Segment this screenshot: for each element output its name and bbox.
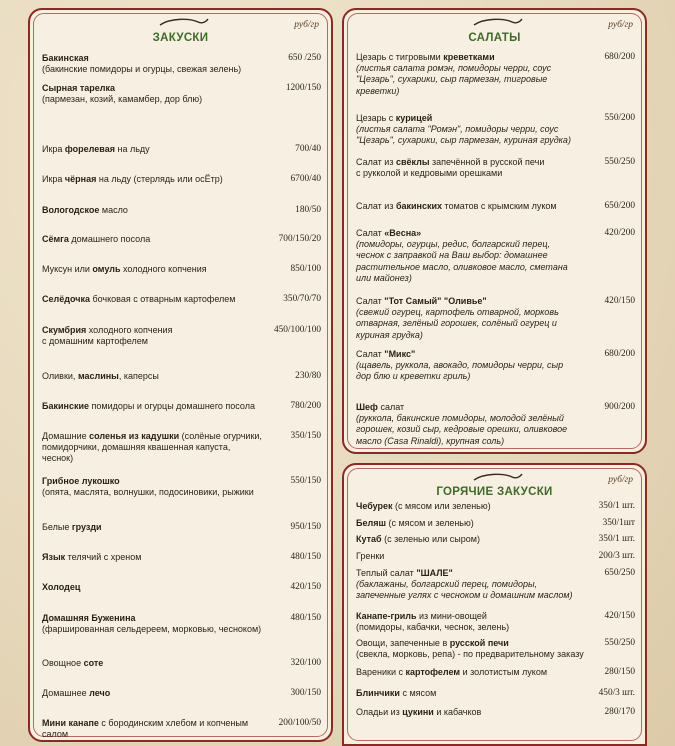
item-name (42, 688, 321, 699)
menu-item (356, 296, 635, 341)
item-name-part: Цезарь с тигровыми (356, 52, 444, 62)
menu-item (42, 431, 321, 465)
item-description: (фаршированная сельдереем, морковью, чесноком) (42, 624, 262, 635)
item-price: 350/1 шт. (598, 501, 635, 511)
item-description: (листья салата "Ромэн", помидоры черри, соус "Цезарь", сухарики, сыр пармезан, куриная грудка) (356, 124, 571, 146)
item-name-part: холодного копчения (120, 264, 207, 274)
menu-item (42, 53, 321, 75)
item-name (356, 667, 635, 678)
item-name-part: (солёные огурчики, (179, 431, 262, 441)
item-description: с рукколой и кедровыми орешками (356, 168, 503, 179)
item-name (42, 144, 321, 155)
item-name-part: маслины (77, 371, 119, 381)
menu-item (42, 205, 321, 216)
item-name-part: соте (83, 658, 104, 668)
item-description: (помидоры, кабачки, чеснок, зелень) (356, 622, 510, 633)
item-name-part: (с мясом и зеленью) (385, 518, 474, 528)
item-name-part: Домашние (42, 431, 90, 441)
item-name-part: бакинских (395, 201, 443, 211)
item-name-part: чёрная (64, 174, 97, 184)
menu-item (356, 568, 635, 602)
item-name-part: Салат из (356, 201, 396, 211)
item-name (356, 402, 635, 413)
item-price: 280/170 (604, 707, 635, 717)
item-name (356, 638, 635, 649)
item-description: (свекла, морковь, репа) - по предварительному заказу (356, 649, 584, 660)
item-name-part: Мини канапе (42, 718, 99, 728)
menu-item (356, 667, 635, 678)
item-name-part: Теплый салат (356, 568, 417, 578)
menu-item (356, 688, 635, 699)
menu-item (42, 582, 321, 593)
unit-label: руб/гр (608, 475, 633, 485)
item-name-part: "Микс" (384, 349, 416, 359)
menu-item (42, 234, 321, 245)
item-price: 650/250 (604, 568, 635, 578)
item-name-part: Икра (42, 144, 65, 154)
swirl-ornament-icon (344, 16, 649, 30)
item-description: (опята, маслята, волнушки, подосиновики, рыжики (42, 487, 254, 498)
item-price: 300/150 (290, 688, 321, 698)
menu-item (356, 402, 635, 447)
item-price: 230/80 (295, 371, 321, 381)
item-price: 700/40 (295, 144, 321, 154)
item-name-part: бочковая с отварным картофелем (89, 294, 236, 304)
item-name (356, 707, 635, 718)
item-price: 480/150 (290, 613, 321, 623)
section-title-goryachie: ГОРЯЧИЕ ЗАКУСКИ (436, 486, 553, 498)
item-name (356, 534, 635, 545)
item-name-part: Канапе-гриль (356, 611, 417, 621)
item-name-part: Грибное лукошко (42, 476, 120, 486)
item-name-part: томатов с крымским луком (442, 201, 557, 211)
item-price: 320/100 (290, 658, 321, 668)
item-name (356, 349, 635, 360)
item-name-part: соленья из кадушки (89, 431, 180, 441)
item-name-part: Салат из (356, 157, 396, 167)
item-name (356, 611, 635, 622)
item-name-part: Овощи, запеченные в (356, 638, 450, 648)
item-name-part: с мясом (399, 688, 437, 698)
item-price: 420/150 (604, 296, 635, 306)
item-price: 550/250 (604, 638, 635, 648)
item-name-part: , каперсы (118, 371, 159, 381)
menu-item (356, 157, 635, 179)
item-name (42, 174, 321, 185)
item-price: 550/150 (290, 476, 321, 486)
item-name-part: и золотистым луком (460, 667, 548, 677)
item-name (42, 431, 321, 442)
menu-item (356, 52, 635, 97)
item-name-part: Домашнее (42, 688, 90, 698)
item-name (356, 52, 635, 63)
item-description: помидорчики, домашняя квашенная капуста, чеснок) (42, 442, 231, 464)
item-price: 200/3 шт. (598, 551, 635, 561)
item-name-part: Шеф (356, 402, 378, 412)
salaty-panel (342, 8, 647, 454)
menu-item (42, 325, 321, 347)
item-name (356, 518, 635, 529)
item-price: 480/150 (290, 552, 321, 562)
menu-item (356, 228, 635, 284)
menu-item (42, 718, 321, 740)
item-name-part: запечённой в русской печи (429, 157, 545, 167)
item-name-part: "Тот Самый" "Оливье" (384, 296, 487, 306)
item-name-part: Селёдочка (42, 294, 90, 304)
menu-item (356, 534, 635, 545)
item-name (356, 228, 635, 239)
item-description: с домашним картофелем (42, 336, 148, 347)
item-price: 420/150 (604, 611, 635, 621)
item-name-part: Овощное (42, 658, 84, 668)
item-description: (руккола, бакинские помидоры, молодой зелёный горошек, козий сыр, кедровые орешки, оливковое масло (Casa Rinaldi), крупная соль) (356, 413, 568, 446)
section-title-zakuski: ЗАКУСКИ (152, 32, 209, 44)
item-description: (бакинские помидоры и огурцы, свежая зелень) (42, 64, 242, 75)
item-name-part: Вологодское (42, 205, 100, 215)
menu-item (42, 613, 321, 635)
menu-item (356, 201, 635, 212)
item-price: 280/150 (604, 667, 635, 677)
menu-item (42, 174, 321, 185)
menu-item (42, 658, 321, 669)
item-name (42, 582, 321, 593)
item-name-part: грузди (71, 522, 102, 532)
item-price: 180/50 (295, 205, 321, 215)
item-name (356, 568, 635, 579)
item-name (356, 296, 635, 307)
item-name-part: и кабачков (433, 707, 482, 717)
item-name (42, 552, 321, 563)
item-description: (баклажаны, болгарский перец, помидоры, запеченные углях с чесноком и домашним маслом) (356, 579, 573, 601)
goryachie-panel (342, 463, 647, 746)
zakuski-panel (28, 8, 333, 742)
item-name-part: масло (99, 205, 128, 215)
item-price: 6700/40 (290, 174, 321, 184)
item-name-part: «Весна» (384, 228, 422, 238)
item-name-part: (с зеленью или сыром) (381, 534, 480, 544)
menu-item (356, 349, 635, 383)
item-description: (свежий огурец, картофель отварной, морковь отварная, зелёный горошек, солёный огурец и куриная грудка) (356, 307, 559, 340)
item-name-part: телячий с хреном (65, 552, 142, 562)
item-price: 650 /250 (288, 53, 321, 63)
item-name-part: с бородинским хлебом и копченым салом (42, 718, 249, 740)
item-name-part: лечо (89, 688, 111, 698)
item-price: 350/1шт (602, 518, 635, 528)
item-name-part: Беляш (356, 518, 386, 528)
item-name (42, 53, 321, 64)
item-price: 900/200 (604, 402, 635, 412)
item-name-part: Белые (42, 522, 72, 532)
item-name-part: из мини-овощей (416, 611, 487, 621)
item-name (42, 613, 321, 624)
menu-item (356, 638, 635, 660)
menu-item (42, 688, 321, 699)
item-name-part: курицей (395, 113, 433, 123)
item-price: 420/150 (290, 582, 321, 592)
item-price: 1200/150 (285, 83, 321, 93)
item-name (356, 201, 635, 212)
item-price: 650/200 (604, 201, 635, 211)
item-name-part: картофелем (405, 667, 461, 677)
item-name-part: Блинчики (356, 688, 400, 698)
item-price: 850/100 (290, 264, 321, 274)
item-name-part: Домашняя Буженина (42, 613, 136, 623)
item-name (42, 205, 321, 216)
item-name-part: Кутаб (356, 534, 382, 544)
item-name-part: Цезарь с (356, 113, 396, 123)
menu-item (356, 707, 635, 718)
menu-item (356, 551, 635, 562)
item-name-part: помидоры и огурцы домашнего посола (89, 401, 255, 411)
item-name-part: Холодец (42, 582, 81, 592)
swirl-ornament-icon (30, 16, 335, 30)
item-price: 420/200 (604, 228, 635, 238)
item-name (356, 551, 635, 562)
item-description: (пармезан, козий, камамбер, дор блю) (42, 94, 203, 105)
item-name-part: свёклы (395, 157, 430, 167)
item-name (42, 83, 321, 94)
item-name-part: Салат (356, 349, 385, 359)
item-name-part: Гренки (356, 551, 385, 561)
item-price: 950/150 (290, 522, 321, 532)
item-name-part: омуль (92, 264, 121, 274)
item-name-part: салат (377, 402, 405, 412)
item-name-part: "ШАЛЕ" (416, 568, 453, 578)
item-name-part: Бакинская (42, 53, 89, 63)
item-name-part: Сёмга (42, 234, 69, 244)
item-price: 700/150/20 (278, 234, 321, 244)
item-price: 680/200 (604, 349, 635, 359)
item-name-part: креветками (443, 52, 495, 62)
item-price: 450/100/100 (273, 325, 321, 335)
item-name-part: (с мясом или зеленью) (392, 501, 491, 511)
menu-item (42, 476, 321, 498)
item-name-part: на льду (114, 144, 150, 154)
menu-item (42, 144, 321, 155)
item-name-part: Оладьи из (356, 707, 403, 717)
item-name-part: Икра (42, 174, 65, 184)
item-name (42, 401, 321, 412)
item-name (356, 157, 635, 168)
item-price: 680/200 (604, 52, 635, 62)
item-name (42, 294, 321, 305)
item-price: 450/3 шт. (598, 688, 635, 698)
item-name-part: холодного копчения (86, 325, 173, 335)
item-name-part: Бакинские (42, 401, 89, 411)
item-name-part: Оливки, (42, 371, 78, 381)
unit-label: руб/гр (294, 20, 319, 30)
item-name-part: Муксун или (42, 264, 93, 274)
item-price: 350/150 (290, 431, 321, 441)
item-price: 350/70/70 (283, 294, 321, 304)
item-name-part: русской печи (449, 638, 509, 648)
menu-item (356, 501, 635, 512)
item-name (42, 371, 321, 382)
item-name-part: Язык (42, 552, 66, 562)
item-name-part: на льду (стерлядь или осЁтр) (96, 174, 223, 184)
item-price: 200/100/50 (278, 718, 321, 728)
item-name-part: Чебурек (356, 501, 393, 511)
menu-item (42, 264, 321, 275)
item-name-part: цукини (402, 707, 434, 717)
item-price: 350/1 шт. (598, 534, 635, 544)
menu-item (42, 401, 321, 412)
menu-item (42, 294, 321, 305)
item-name-part: Вареники с (356, 667, 406, 677)
item-name-part: Сырная тарелка (42, 83, 116, 93)
menu-item (356, 611, 635, 633)
item-name-part: форелевая (64, 144, 115, 154)
menu-item (356, 518, 635, 529)
item-name (356, 113, 635, 124)
menu-item (42, 522, 321, 533)
item-name (42, 658, 321, 669)
item-name-part: Салат (356, 296, 385, 306)
item-name-part: Скумбрия (42, 325, 87, 335)
menu-item (42, 83, 321, 105)
item-name (42, 476, 321, 487)
item-price: 780/200 (290, 401, 321, 411)
unit-label: руб/гр (608, 20, 633, 30)
menu-item (42, 371, 321, 382)
item-description: (щавель, руккола, авокадо, помидоры черри, сыр дор блю и креветки гриль) (356, 360, 564, 382)
item-description: (листья салата ромэн, помидоры черри, соус "Цезарь", сухарики, сыр пармезан, тигровые креветки) (356, 63, 552, 96)
item-name-part: домашнего посола (68, 234, 151, 244)
item-name (356, 688, 635, 699)
item-name (42, 264, 321, 275)
item-price: 550/200 (604, 113, 635, 123)
swirl-ornament-icon (344, 471, 649, 485)
menu-item (42, 552, 321, 563)
item-name (42, 522, 321, 533)
item-price: 550/250 (604, 157, 635, 167)
item-name-part: Салат (356, 228, 385, 238)
item-name (356, 501, 635, 512)
section-title-salaty: САЛАТЫ (468, 32, 521, 44)
item-description: (помидоры, огурцы, редис, болгарский перец, чеснок с заправкой на Ваш выбор: домашнее растительное масло, оливковое масло, сметана или майонез) (356, 239, 568, 283)
menu-item (356, 113, 635, 147)
